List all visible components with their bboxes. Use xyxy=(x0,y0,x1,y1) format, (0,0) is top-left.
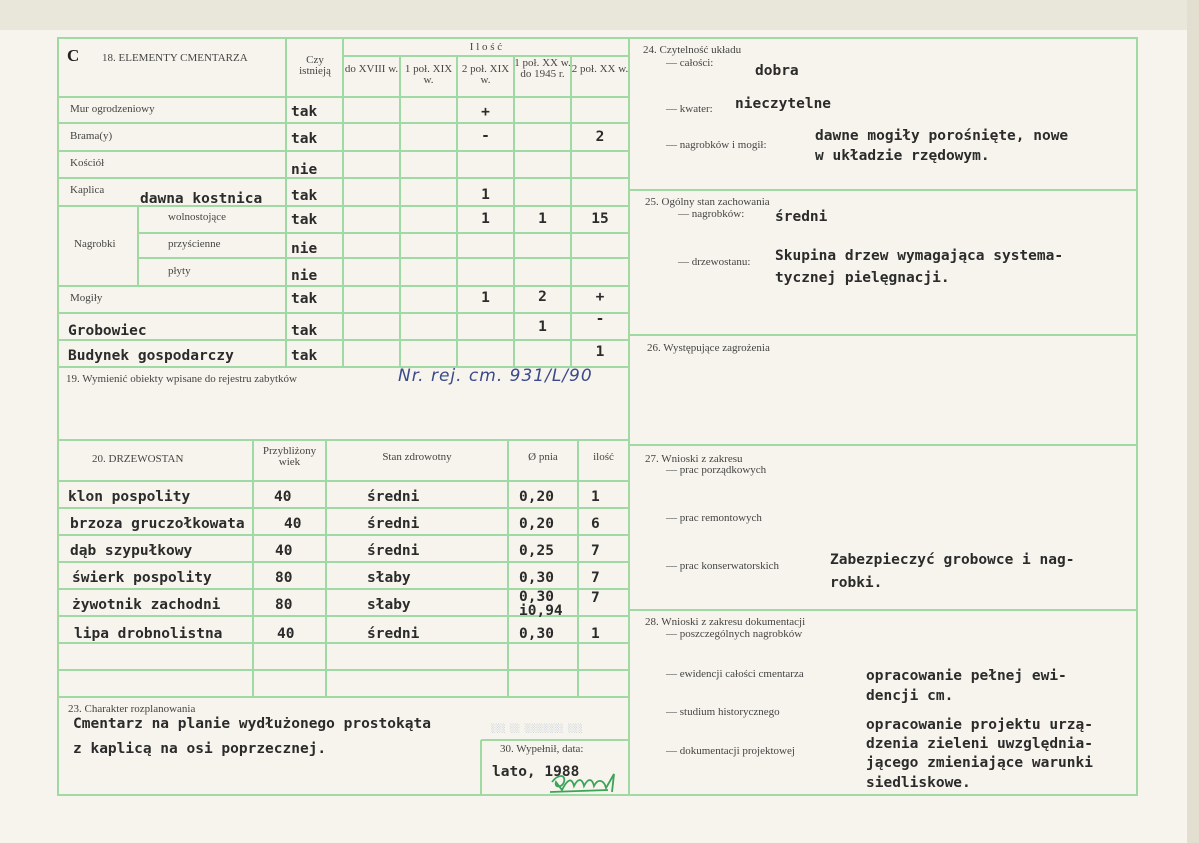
condition-title: 25. Ogólny stan zachowania xyxy=(645,196,770,208)
exists-value: tak xyxy=(291,348,318,364)
exists-value: tak xyxy=(291,188,318,204)
conclusions-conserv-line: Zabezpieczyć grobowce i nag- xyxy=(830,552,1075,568)
conclusions-conserv-line: robki. xyxy=(830,575,883,591)
tree-health: słaby xyxy=(367,597,411,613)
quantity-cell: 1 xyxy=(538,319,547,335)
tree-health: średni xyxy=(367,543,420,559)
period-header: 2 poł. XIX w. xyxy=(461,63,510,86)
element-label: Grobowiec xyxy=(68,323,147,339)
tree-count: 1 xyxy=(591,489,600,505)
element-note: dawna kostnica xyxy=(140,191,263,207)
readability-whole-label: — całości: xyxy=(666,57,714,69)
quantity-cell: 1 xyxy=(595,344,605,360)
condition-trees-label: — drzewostanu: xyxy=(678,256,751,268)
element-label: Mogiły xyxy=(70,292,103,304)
col-exists-header: Czy istnieją xyxy=(299,54,331,77)
condition-tomb-value: średni xyxy=(775,209,828,225)
quantity-cell: - xyxy=(481,128,490,144)
documentation-whole-line: opracowanie pełnej ewi- xyxy=(866,668,1067,684)
quantity-cell: 2 xyxy=(595,129,605,145)
signature xyxy=(548,768,624,798)
documentation-single-label: — poszczególnych nagrobków xyxy=(666,628,803,640)
tree-diameter: 0,30 xyxy=(519,626,554,642)
tree-age: 40 xyxy=(277,626,295,642)
readability-whole-value: dobra xyxy=(755,63,799,79)
registry-label: 19. Wymienić obiekty wpisane do rejestru zabytków xyxy=(66,373,297,385)
filled-value: lato, 1988 xyxy=(492,764,580,780)
tree-health: słaby xyxy=(367,570,411,586)
documentation-history-label: — studium historycznego xyxy=(666,706,780,718)
tree-age: 40 xyxy=(275,543,293,559)
trees-title: 20. DRZEWOSTAN xyxy=(92,453,184,465)
documentation-project-line: siedliskowe. xyxy=(866,775,971,791)
faint-stamp: ░░░ ░░ ░░░░░░░░ ░░░ xyxy=(491,724,583,733)
tree-name: lipa drobnolistna xyxy=(74,626,223,642)
element-label: wolnostojące xyxy=(168,211,227,223)
tree-count: 1 xyxy=(591,626,600,642)
readability-graves-line: dawne mogiły porośnięte, nowe xyxy=(815,128,1069,144)
tree-age: 40 xyxy=(284,516,302,532)
element-label: Mur ogrodzeniowy xyxy=(70,103,155,115)
documentation-project-line: dzenia zieleni uwzględnia- xyxy=(866,736,1093,752)
condition-trees-line: tycznej pielęgnacji. xyxy=(775,270,950,286)
elements-title: 18. ELEMENTY CMENTARZA xyxy=(102,52,248,64)
layout-char-line: Cmentarz na planie wydłużonego prostokąta xyxy=(73,716,431,732)
exists-value: tak xyxy=(291,323,318,339)
tree-health: średni xyxy=(367,626,420,642)
period-header: do XVIII w. xyxy=(344,63,399,75)
col-health-header: Stan zdrowotny xyxy=(382,451,452,463)
layout-char-label: 23. Charakter rozplanowania xyxy=(68,703,196,715)
quantity-cell: + xyxy=(481,104,490,120)
exists-value: tak xyxy=(291,212,318,228)
tree-diameter: 0,25 xyxy=(519,543,554,559)
readability-title: 24. Czytelność układu xyxy=(643,44,742,56)
condition-tomb-label: — nagrobków: xyxy=(678,208,745,220)
nagrobki-label: Nagrobki xyxy=(74,238,116,250)
tree-health: średni xyxy=(367,489,420,505)
tree-count: 7 xyxy=(591,570,600,586)
period-header: 2 poł. XX w. xyxy=(571,63,629,75)
readability-quarters-label: — kwater: xyxy=(666,103,713,115)
documentation-project-label: — dokumentacji projektowej xyxy=(666,745,795,757)
element-label: Kaplica xyxy=(70,184,105,196)
tree-count: 7 xyxy=(591,590,600,606)
exists-value: nie xyxy=(291,162,318,178)
conclusions-title: 27. Wnioski z zakresu xyxy=(645,453,743,465)
quantity-cell: 1 xyxy=(481,187,490,203)
exists-value: tak xyxy=(291,104,318,120)
element-label: przyścienne xyxy=(168,238,221,250)
exists-value: nie xyxy=(291,241,318,257)
documentation-project-line: jącego zmieniające warunki xyxy=(866,755,1093,771)
condition-trees-line: Skupina drzew wymagająca systema- xyxy=(775,248,1064,264)
layout-char-line: z kaplicą na osi poprzecznej. xyxy=(73,741,327,757)
filled-label: 30. Wypełnił, data: xyxy=(500,743,584,755)
exists-value: tak xyxy=(291,291,318,307)
tree-age: 80 xyxy=(275,597,293,613)
tree-name: brzoza gruczołkowata xyxy=(70,516,245,532)
quantity-cell: 1 xyxy=(481,290,490,306)
conclusions-repair-label: — prac remontowych xyxy=(666,512,762,524)
tree-diameter: 0,30 i0,94 xyxy=(519,589,563,619)
quantity-cell: 1 xyxy=(481,211,490,227)
tree-diameter: 0,20 xyxy=(519,516,554,532)
registry-value: Nr. rej. cm. 931/L/90 xyxy=(398,366,593,386)
conclusions-conserv-label: — prac konserwatorskich xyxy=(666,560,780,572)
element-label: Brama(y) xyxy=(70,130,113,142)
quantity-cell: - xyxy=(595,311,605,327)
quantity-cell: 1 xyxy=(538,211,547,227)
quantity-cell: 15 xyxy=(591,211,609,227)
documentation-whole-label: — ewidencji całości cmentarza xyxy=(666,668,804,680)
tree-count: 6 xyxy=(591,516,600,532)
element-label: płyty xyxy=(168,265,191,277)
readability-quarters-value: nieczytelne xyxy=(735,96,832,112)
tree-age: 80 xyxy=(275,570,293,586)
tree-diameter: 0,20 xyxy=(519,489,554,505)
period-header: 1 poł. XIX w. xyxy=(404,63,453,86)
documentation-project-line: opracowanie projektu urzą- xyxy=(866,717,1093,733)
readability-graves-line: w układzie rzędowym. xyxy=(815,148,990,164)
section-letter: C xyxy=(67,46,80,65)
exists-value: nie xyxy=(291,268,318,284)
readability-graves-label: — nagrobków i mogił: xyxy=(666,139,767,151)
tree-health: średni xyxy=(367,516,420,532)
exists-value: tak xyxy=(291,131,318,147)
col-quantity-header: I l o ś ć xyxy=(469,41,503,53)
tree-name: żywotnik zachodni xyxy=(72,597,221,613)
period-header: 1 poł. XX w. do 1945 r. xyxy=(514,57,571,80)
documentation-whole-line: dencji cm. xyxy=(866,688,954,704)
quantity-cell: 2 xyxy=(538,289,547,305)
quantity-cell: + xyxy=(595,289,605,305)
tree-name: świerk pospolity xyxy=(72,570,212,586)
col-diameter-header: Ø pnia xyxy=(528,451,558,463)
element-label: Budynek gospodarczy xyxy=(68,348,234,364)
element-label: Kościół xyxy=(70,157,105,169)
tree-diameter: 0,30 xyxy=(519,570,554,586)
col-age-header: Przybliżony wiek xyxy=(262,445,317,468)
tree-age: 40 xyxy=(274,489,292,505)
tree-name: dąb szypułkowy xyxy=(70,543,193,559)
tree-name: klon pospolity xyxy=(68,489,191,505)
threats-title: 26. Występujące zagrożenia xyxy=(647,342,770,354)
documentation-title: 28. Wnioski z zakresu dokumentacji xyxy=(645,616,806,628)
tree-count: 7 xyxy=(591,543,600,559)
col-count-header: ilość xyxy=(593,451,614,463)
conclusions-tidy-label: — prac porządkowych xyxy=(666,464,767,476)
